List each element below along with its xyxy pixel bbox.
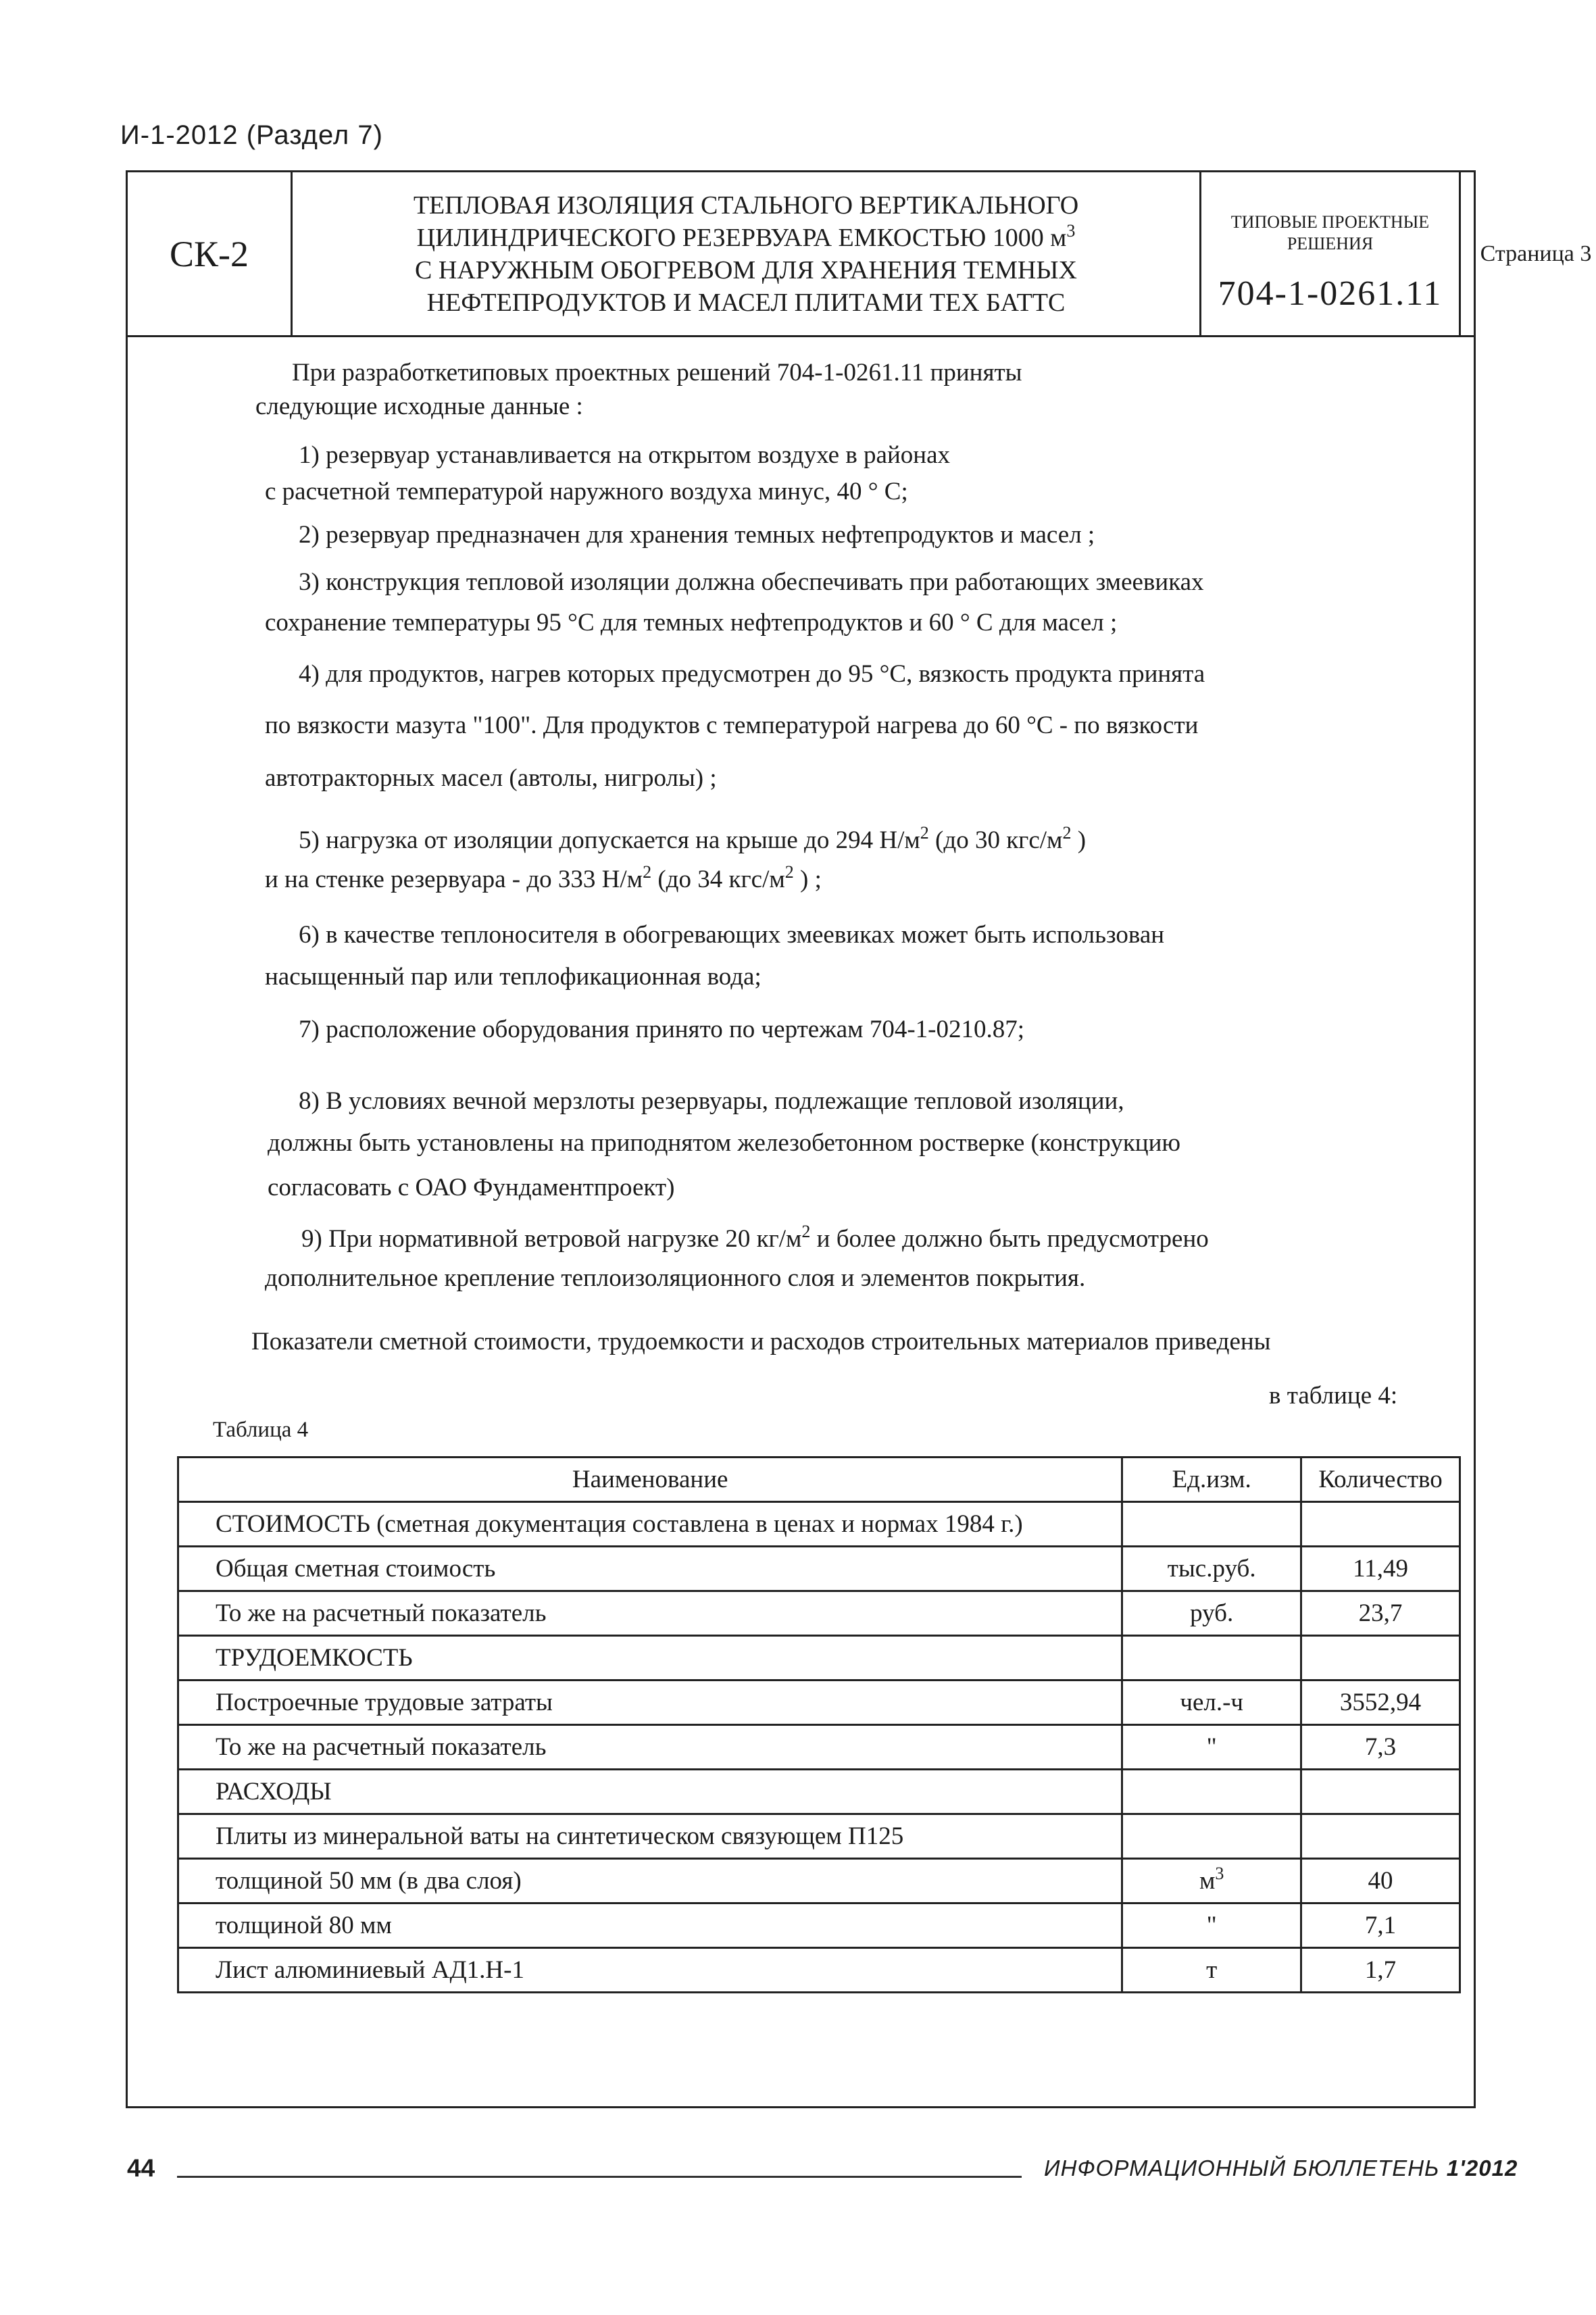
unit-text: м [1199,1867,1216,1895]
series-number: 704-1-0261.11 [1218,274,1443,313]
cost-line-1: Показатели сметной стоимости, трудоемкости и расходов строительных материалов приведены [251,1328,1271,1355]
series-block [1201,172,1459,335]
sup-2: 2 [784,862,794,882]
cell-unit [1122,1814,1301,1859]
table-row [178,1502,1460,1547]
bulletin-name: ИНФОРМАЦИОННЫЙ БЮЛЛЕТЕНЬ [1044,2156,1447,2181]
sup-2: 2 [1062,823,1072,843]
series-label [1231,211,1429,255]
cell-qty [1301,1636,1460,1681]
cell-name: Общая сметная стоимость [178,1547,1122,1591]
item-4-line-1: 4) для продуктов, нагрев которых предусмотрен до 95 °С, вязкость продукта принята [299,660,1205,688]
table-row [178,1725,1460,1770]
cell-qty: 7,3 [1301,1725,1460,1770]
item-7: 7) расположение оборудования принято по чертежам 704-1-0210.87; [299,1016,1025,1043]
item-9-line-2: дополнительное крепление теплоизоляционного слоя и элементов покрытия. [265,1264,1086,1292]
item-6-line-2: насыщенный пар или теплофикационная вода; [265,963,762,991]
table-row [178,1948,1460,1993]
item-9-text-b: и более должно быть предусмотрено [810,1225,1209,1253]
intro-line-1: При разработкетиповых проектных решений 704-1-0261.11 приняты [292,359,1022,387]
cell-unit: т [1122,1948,1301,1993]
cell-name: Построечные трудовые затраты [178,1681,1122,1725]
cell-unit: руб. [1122,1591,1301,1636]
cell-qty: 3552,94 [1301,1681,1460,1725]
cell-qty: 23,7 [1301,1591,1460,1636]
table-row [178,1547,1460,1591]
cell-unit [1122,1502,1301,1547]
table-header-row [178,1458,1460,1502]
item-5-text-b: (до 30 кгс/м [928,826,1063,854]
title-block [128,172,1592,337]
data-table [177,1456,1461,1993]
cell-qty [1301,1770,1460,1814]
item-9-text-a: 9) При нормативной ветровой нагрузке 20 кг/м [301,1225,802,1253]
item-5-text-f: ) ; [793,866,822,893]
title-line-4: НЕФТЕПРОДУКТОВ И МАСЕЛ ПЛИТАМИ ТЕХ БАТТС [426,288,1066,317]
item-5-text-c: ) [1071,826,1087,854]
item-8-line-3: согласовать с ОАО Фундаментпроект) [268,1174,675,1201]
page-number: 44 [127,2154,155,2182]
item-8-line-1: 8) В условиях вечной мерзлоты резервуары, подлежащие тепловой изоляции, [299,1087,1124,1115]
header-qty: Количество [1301,1458,1460,1502]
header-unit: Ед.изм. [1122,1458,1301,1502]
sup-2: 2 [643,862,652,882]
item-5-text-e: (до 34 кгс/м [651,866,785,893]
cell-name: толщиной 50 мм (в два слоя) [178,1859,1122,1903]
item-2: 2) резервуар предназначен для хранения темных нефтепродуктов и масел ; [299,521,1095,549]
title-line-2-text: ЦИЛИНДРИЧЕСКОГО РЕЗЕРВУАРА ЕМКОСТЬЮ 1000 м [416,223,1067,252]
cell-name: СТОИМОСТЬ (сметная документация составлена в ценах и нормах 1984 г.) [178,1502,1122,1547]
bulletin-title [1044,2156,1518,2181]
cell-qty [1301,1814,1460,1859]
item-1-line-1: 1) резервуар устанавливается на открытом воздухе в районах [299,441,950,469]
series-label-1: ТИПОВЫЕ ПРОЕКТНЫЕ [1230,212,1430,232]
cell-qty: 11,49 [1301,1547,1460,1591]
cell-name: РАСХОДЫ [178,1770,1122,1814]
table-caption: Таблица 4 [213,1418,309,1442]
item-9-line-1 [301,1224,1209,1254]
sup-2: 2 [801,1222,811,1241]
item-4-line-2: по вязкости мазута "100". Для продуктов с температурой нагрева до 60 °С - по вязкости [265,712,1199,739]
page-label: Страница 3 [1459,172,1596,335]
cost-line-2: в таблице 4: [1269,1382,1398,1410]
cell-unit [1122,1636,1301,1681]
sheet-code: СК-2 [128,172,293,335]
cell-name: Лист алюминиевый АД1.Н-1 [178,1948,1122,1993]
cell-unit: чел.-ч [1122,1681,1301,1725]
item-5-line-2 [265,862,822,895]
item-5-text-d: и на стенке резервуара - до 333 Н/м [265,866,643,893]
table-row [178,1770,1460,1814]
cell-qty: 1,7 [1301,1948,1460,1993]
item-8-line-2: должны быть установлены на приподнятом железобетонном ростверке (конструкцию [268,1129,1181,1157]
unit-superscript: 3 [1215,1864,1224,1883]
footer-rule [177,2176,1022,2178]
document-title [293,172,1201,335]
cell-qty: 7,1 [1301,1903,1460,1948]
cell-name: То же на расчетный показатель [178,1725,1122,1770]
table-row [178,1814,1460,1859]
item-3-line-2: сохранение температуры 95 °С для темных нефтепродуктов и 60 ° С для масел ; [265,609,1118,637]
item-5-line-1 [299,823,1087,855]
table-row [178,1859,1460,1903]
sup-2: 2 [920,823,929,843]
cell-name: Плиты из минеральной ваты на синтетическом связующем П125 [178,1814,1122,1859]
item-4-line-3: автотракторных масел (автолы, нигролы) ; [265,764,717,792]
title-line-1: ТЕПЛОВАЯ ИЗОЛЯЦИЯ СТАЛЬНОГО ВЕРТИКАЛЬНОГО [413,191,1079,220]
table-row [178,1636,1460,1681]
cell-unit [1122,1770,1301,1814]
table-row [178,1903,1460,1948]
table-row [178,1681,1460,1725]
bulletin-issue: 1'2012 [1446,2156,1518,2181]
cell-qty: 40 [1301,1859,1460,1903]
cell-name: То же на расчетный показатель [178,1591,1122,1636]
item-5-text-a: 5) нагрузка от изоляции допускается на крыше до 294 Н/м [299,826,920,854]
cell-unit [1122,1859,1301,1903]
cell-unit: тыс.руб. [1122,1547,1301,1591]
document-code: И-1-2012 (Раздел 7) [120,120,383,150]
cell-name: ТРУДОЕМКОСТЬ [178,1636,1122,1681]
item-1-line-2: с расчетной температурой наружного воздуха минус, 40 ° С; [265,478,908,505]
table-row [178,1591,1460,1636]
item-3-line-1: 3) конструкция тепловой изоляции должна обеспечивать при работающих змеевиках [299,568,1204,596]
series-label-2: РЕШЕНИЯ [1287,234,1374,253]
cell-name: толщиной 80 мм [178,1903,1122,1948]
cell-qty [1301,1502,1460,1547]
title-line-2 [417,222,1076,254]
cell-unit: " [1122,1725,1301,1770]
title-superscript: 3 [1066,220,1076,241]
title-line-3: С НАРУЖНЫМ ОБОГРЕВОМ ДЛЯ ХРАНЕНИЯ ТЕМНЫХ [415,255,1077,284]
intro-line-2: следующие исходные данные : [255,393,583,420]
header-name: Наименование [178,1458,1122,1502]
cell-unit: " [1122,1903,1301,1948]
item-6-line-1: 6) в качестве теплоносителя в обогревающих змеевиках может быть использован [299,921,1165,949]
